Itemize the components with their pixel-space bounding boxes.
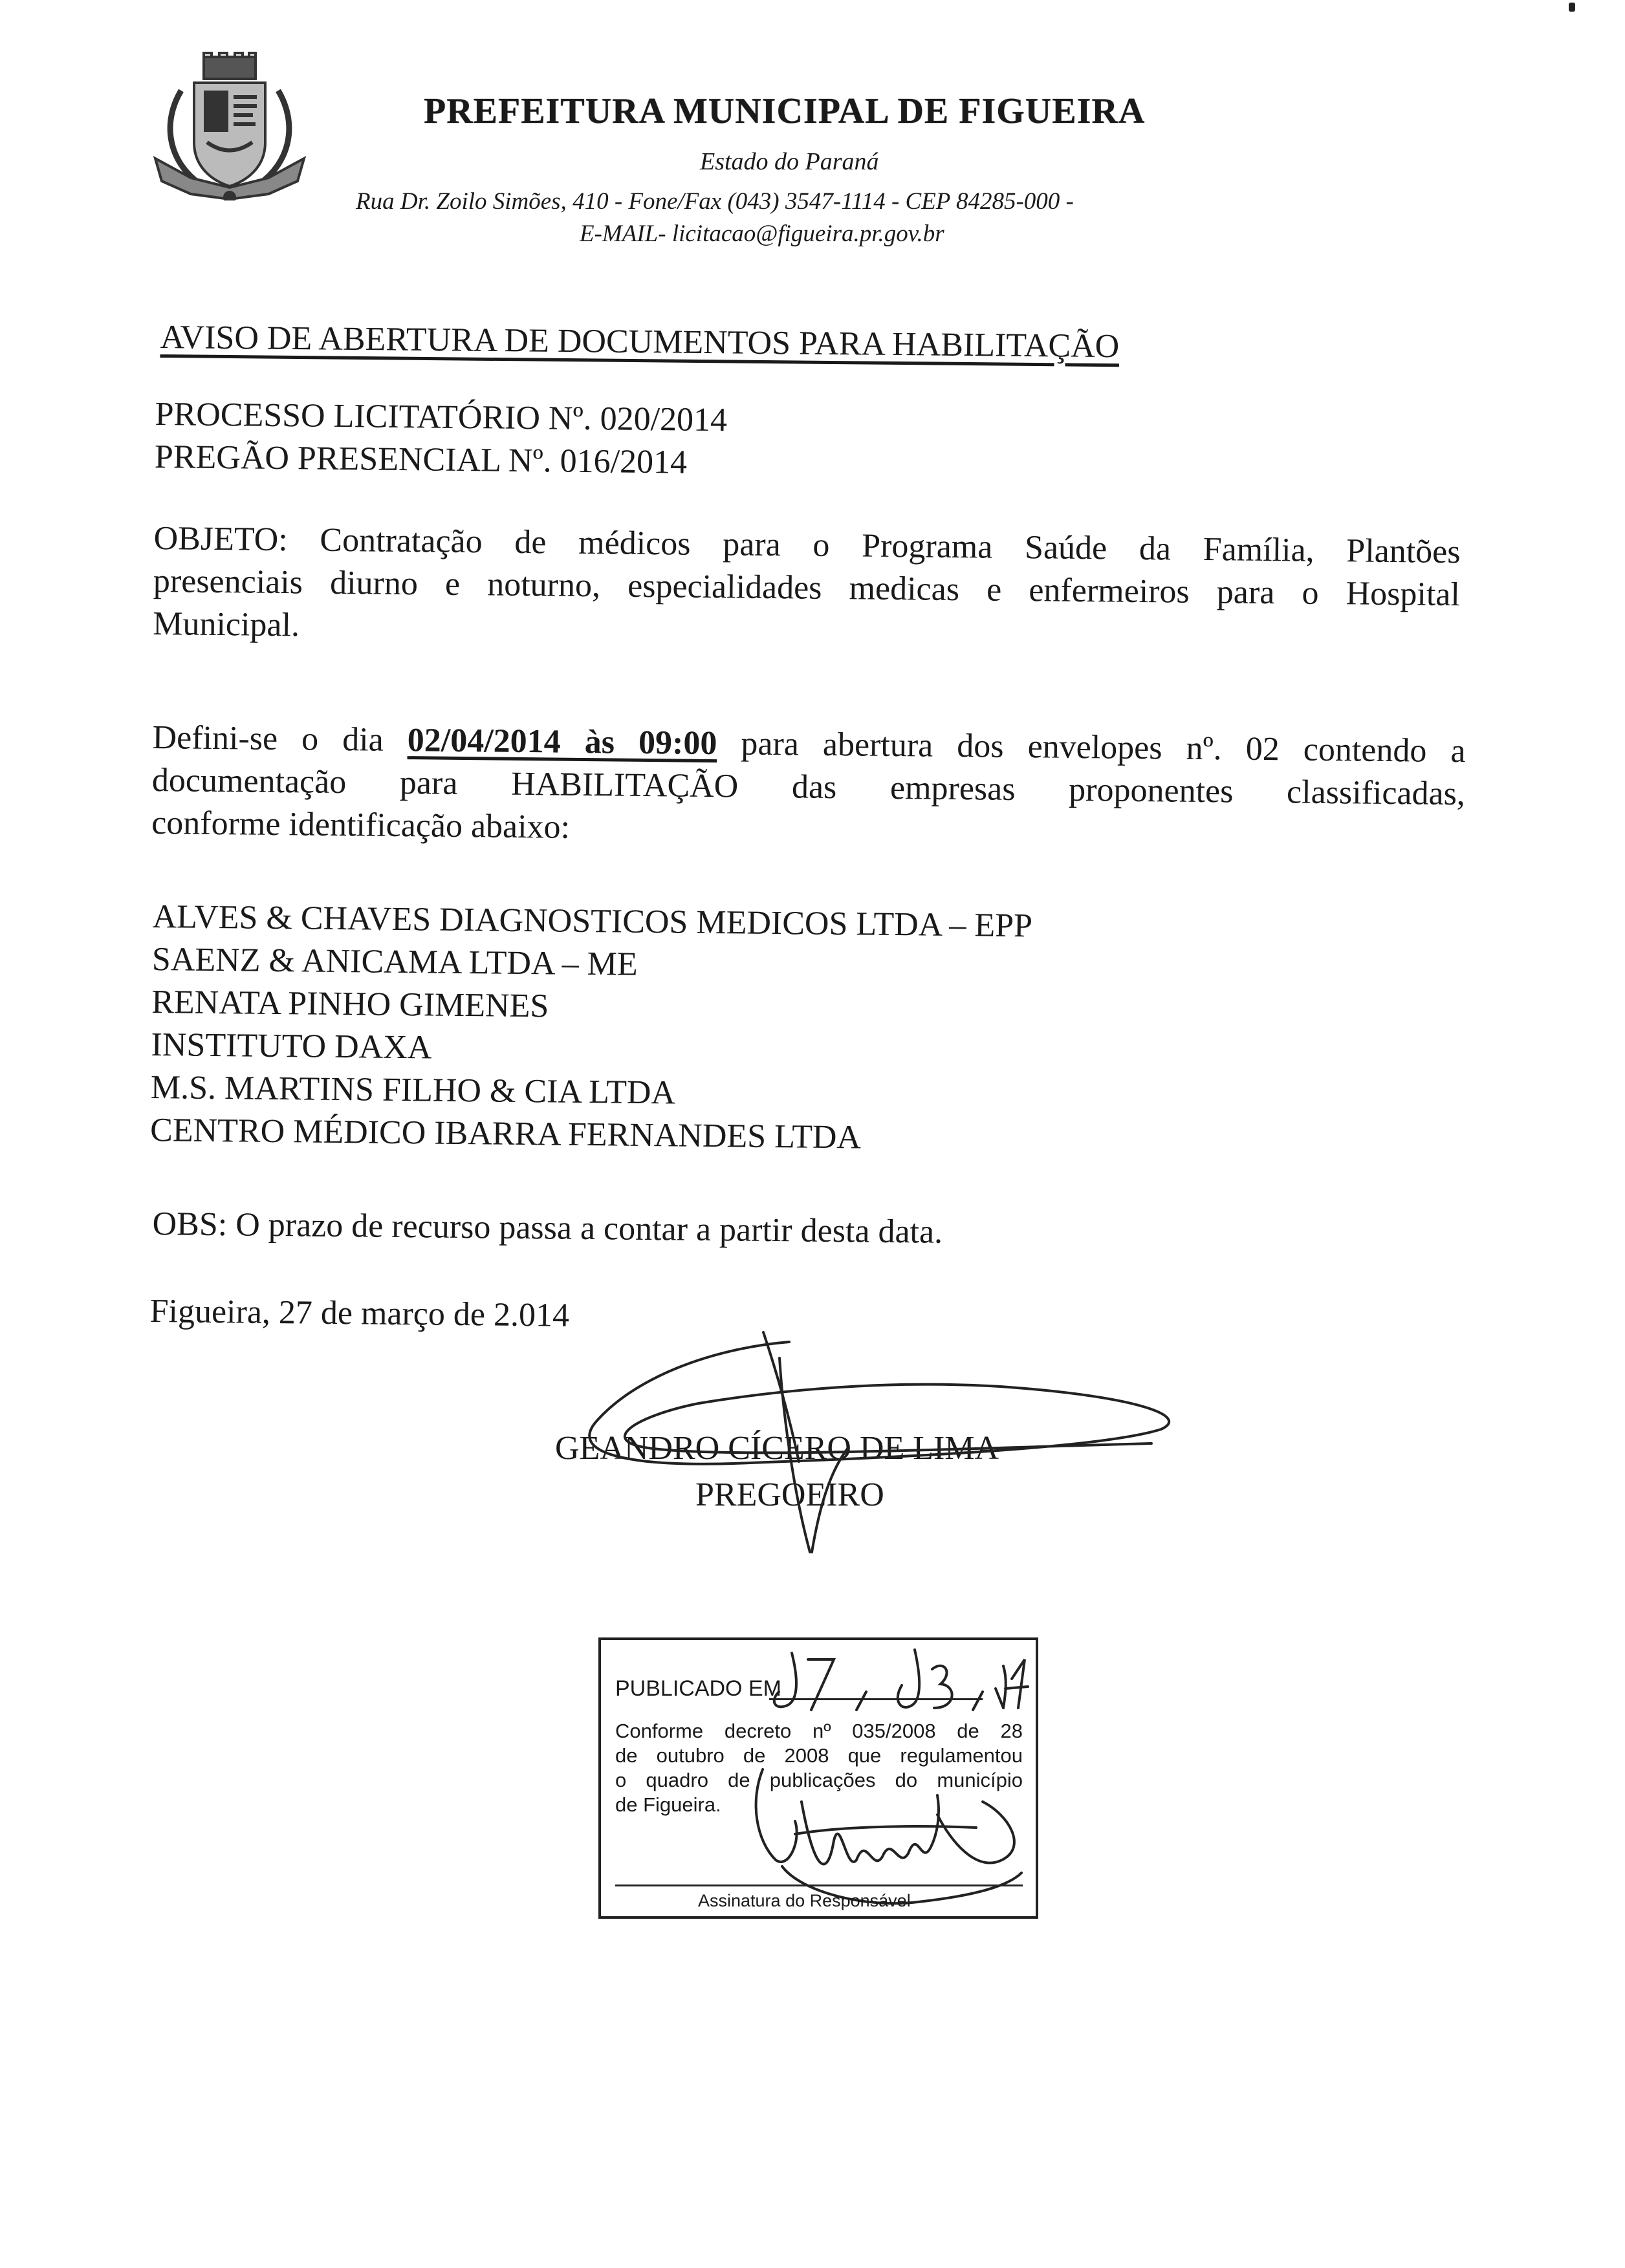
opening-date: 02/04/2014 às 09:00 <box>407 722 717 762</box>
definition-line: documentação para HABILITAÇÃO das empresas proponentes classificadas, <box>151 761 1466 813</box>
stamp-title: PUBLICADO EM <box>615 1676 781 1701</box>
definition-paragraph <box>151 717 1466 858</box>
place-date: Figueira, 27 de março de 2.014 <box>149 1292 570 1334</box>
object-line: presenciais diurno e noturno, especialidades medicas e enfermeiros para o Hospital <box>153 562 1461 614</box>
auction-number: PREGÃO PRESENCIAL Nº. 016/2014 <box>154 438 688 481</box>
email-line: E-MAIL- licitacao@figueira.pr.gov.br <box>580 221 944 247</box>
state-subtitle: Estado do Paraná <box>700 148 879 175</box>
list-item: INSTITUTO DAXA <box>151 1026 432 1066</box>
municipality-title: PREFEITURA MUNICIPAL DE FIGUEIRA <box>424 91 1146 131</box>
list-item: ALVES & CHAVES DIAGNOSTICOS MEDICOS LTDA – EPP <box>152 898 1033 945</box>
list-item: SAENZ & ANICAMA LTDA – ME <box>151 940 638 983</box>
list-item: CENTRO MÉDICO IBARRA FERNANDES LTDA <box>149 1111 862 1156</box>
scan-speck <box>1569 3 1575 12</box>
definition-prefix: Defini-se o dia <box>152 718 408 759</box>
observation-note: OBS: O prazo de recurso passa a contar a partir desta data. <box>152 1205 943 1251</box>
address-line: Rua Dr. Zoilo Simões, 410 - Fone/Fax (043) 3547-1114 - CEP 84285-000 - <box>356 188 1074 215</box>
municipal-coat-of-arms-icon <box>152 52 307 200</box>
stamp-text-line: de Figueira. <box>615 1793 721 1816</box>
list-item: RENATA PINHO GIMENES <box>151 983 549 1025</box>
companies-list <box>150 896 1032 1161</box>
handwritten-date <box>763 1640 1034 1718</box>
process-block <box>155 393 728 484</box>
stamp-caption: Assinatura do Responsável <box>698 1891 911 1910</box>
process-number: PROCESSO LICITATÓRIO Nº. 020/2014 <box>155 395 728 439</box>
object-line: OBJETO: Contratação de médicos para o Programa Saúde da Família, Plantões <box>153 519 1461 571</box>
handwritten-signature <box>556 1319 1171 1578</box>
stamp-signature-line <box>615 1885 1023 1886</box>
stamp-text-line: Conforme decreto nº 035/2008 de 28 <box>615 1720 1023 1742</box>
object-paragraph <box>153 517 1461 659</box>
definition-line: conforme identificação abaixo: <box>151 804 571 846</box>
definition-suffix: para abertura dos envelopes nº. 02 contendo a <box>717 725 1466 770</box>
publication-stamp <box>598 1637 1038 1919</box>
object-line: Municipal. <box>152 605 300 644</box>
stamp-handwritten-signature <box>704 1763 1028 1912</box>
stamp-text-line: de outubro de 2008 que regulamentou <box>615 1744 1023 1767</box>
notice-heading: AVISO DE ABERTURA DE DOCUMENTOS PARA HABILITAÇÃO <box>160 318 1120 365</box>
list-item: M.S. MARTINS FILHO & CIA LTDA <box>150 1068 676 1112</box>
stamp-text-line: o quadro de publicações do município <box>615 1769 1023 1791</box>
signer-name: GEANDRO CÍCERO DE LIMA <box>555 1430 999 1467</box>
signer-role: PREGOEIRO <box>695 1476 884 1513</box>
